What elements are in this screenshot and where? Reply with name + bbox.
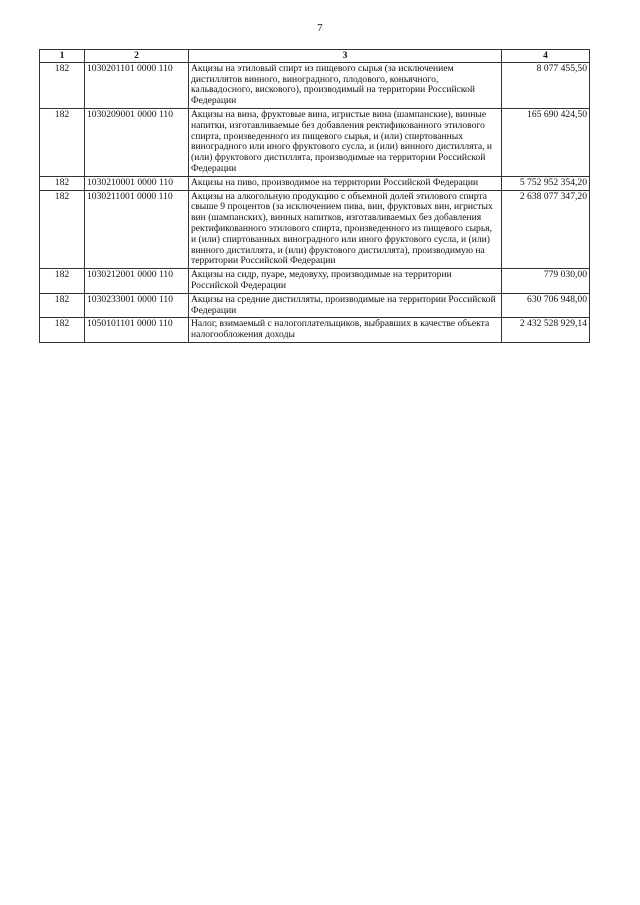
revenue-name-cell: Акцизы на этиловый спирт из пищевого сырья (за исключением дистиллятов винного, виноградного, плодового, коньячного, кальвадосного, вискового), производимый на территории Российской Федерации: [189, 62, 502, 108]
budget-code-cell: 1030210001 0000 110: [85, 176, 189, 190]
admin-code-cell: 182: [40, 176, 85, 190]
table-row: [40, 176, 590, 190]
table-row: [40, 318, 590, 343]
amount-cell: 165 690 424,50: [502, 108, 590, 176]
amount-cell: 630 706 948,00: [502, 293, 590, 318]
table-row: [40, 190, 590, 269]
table-row: [40, 108, 590, 176]
revenue-name-cell: Акцизы на сидр, пуаре, медовуху, производимые на территории Российской Федерации: [189, 269, 502, 294]
admin-code-cell: 182: [40, 318, 85, 343]
page-number: 7: [317, 22, 323, 34]
column-header-code: 2: [85, 50, 189, 63]
amount-cell: 2 638 077 347,20: [502, 190, 590, 269]
budget-code-cell: 1030212001 0000 110: [85, 269, 189, 294]
admin-code-cell: 182: [40, 108, 85, 176]
budget-code-cell: 1030211001 0000 110: [85, 190, 189, 269]
admin-code-cell: 182: [40, 190, 85, 269]
amount-cell: 779 030,00: [502, 269, 590, 294]
amount-cell: 8 077 455,50: [502, 62, 590, 108]
table-header-row: [40, 50, 590, 63]
revenue-name-cell: Акцизы на алкогольную продукцию с объемной долей этилового спирта свыше 9 процентов (за исключением пива, вин, фруктовых вин, игристых вин (шампанских), винных напитков, изготавливаемых без добавления ректификованного этилового спирта, произведенного из пищевого сырья, и (или) спиртованных виноградного или иного фруктового сусла, и (или) винного дистиллята, и (или) фруктового дистиллята), производимую на территории Российской Федерации: [189, 190, 502, 269]
table-row: [40, 62, 590, 108]
column-header-name: 3: [189, 50, 502, 63]
admin-code-cell: 182: [40, 269, 85, 294]
amount-cell: 5 752 952 354,20: [502, 176, 590, 190]
budget-code-cell: 1030201101 0000 110: [85, 62, 189, 108]
admin-code-cell: 182: [40, 293, 85, 318]
revenue-name-cell: Налог, взимаемый с налогоплательщиков, выбравших в качестве объекта налогообложения доходы: [189, 318, 502, 343]
amount-cell: 2 432 528 929,14: [502, 318, 590, 343]
budget-code-cell: 1030233001 0000 110: [85, 293, 189, 318]
column-header-admin: 1: [40, 50, 85, 63]
revenue-name-cell: Акцизы на пиво, производимое на территории Российской Федерации: [189, 176, 502, 190]
budget-code-cell: 1050101101 0000 110: [85, 318, 189, 343]
admin-code-cell: 182: [40, 62, 85, 108]
budget-code-cell: 1030209001 0000 110: [85, 108, 189, 176]
table-row: [40, 269, 590, 294]
table-row: [40, 293, 590, 318]
revenue-table: [39, 49, 590, 343]
revenue-name-cell: Акцизы на средние дистилляты, производимые на территории Российской Федерации: [189, 293, 502, 318]
revenue-name-cell: Акцизы на вина, фруктовые вина, игристые вина (шампанские), винные напитки, изготавливаемые без добавления ректификованного этилового спирта, произведенного из пищевого сырья, и (или) спиртованных виноградного или иного фруктового сусла, и (или) винного дистиллята, и (или) фруктового дистиллята, производимые на территории Российской Федерации: [189, 108, 502, 176]
column-header-amount: 4: [502, 50, 590, 63]
